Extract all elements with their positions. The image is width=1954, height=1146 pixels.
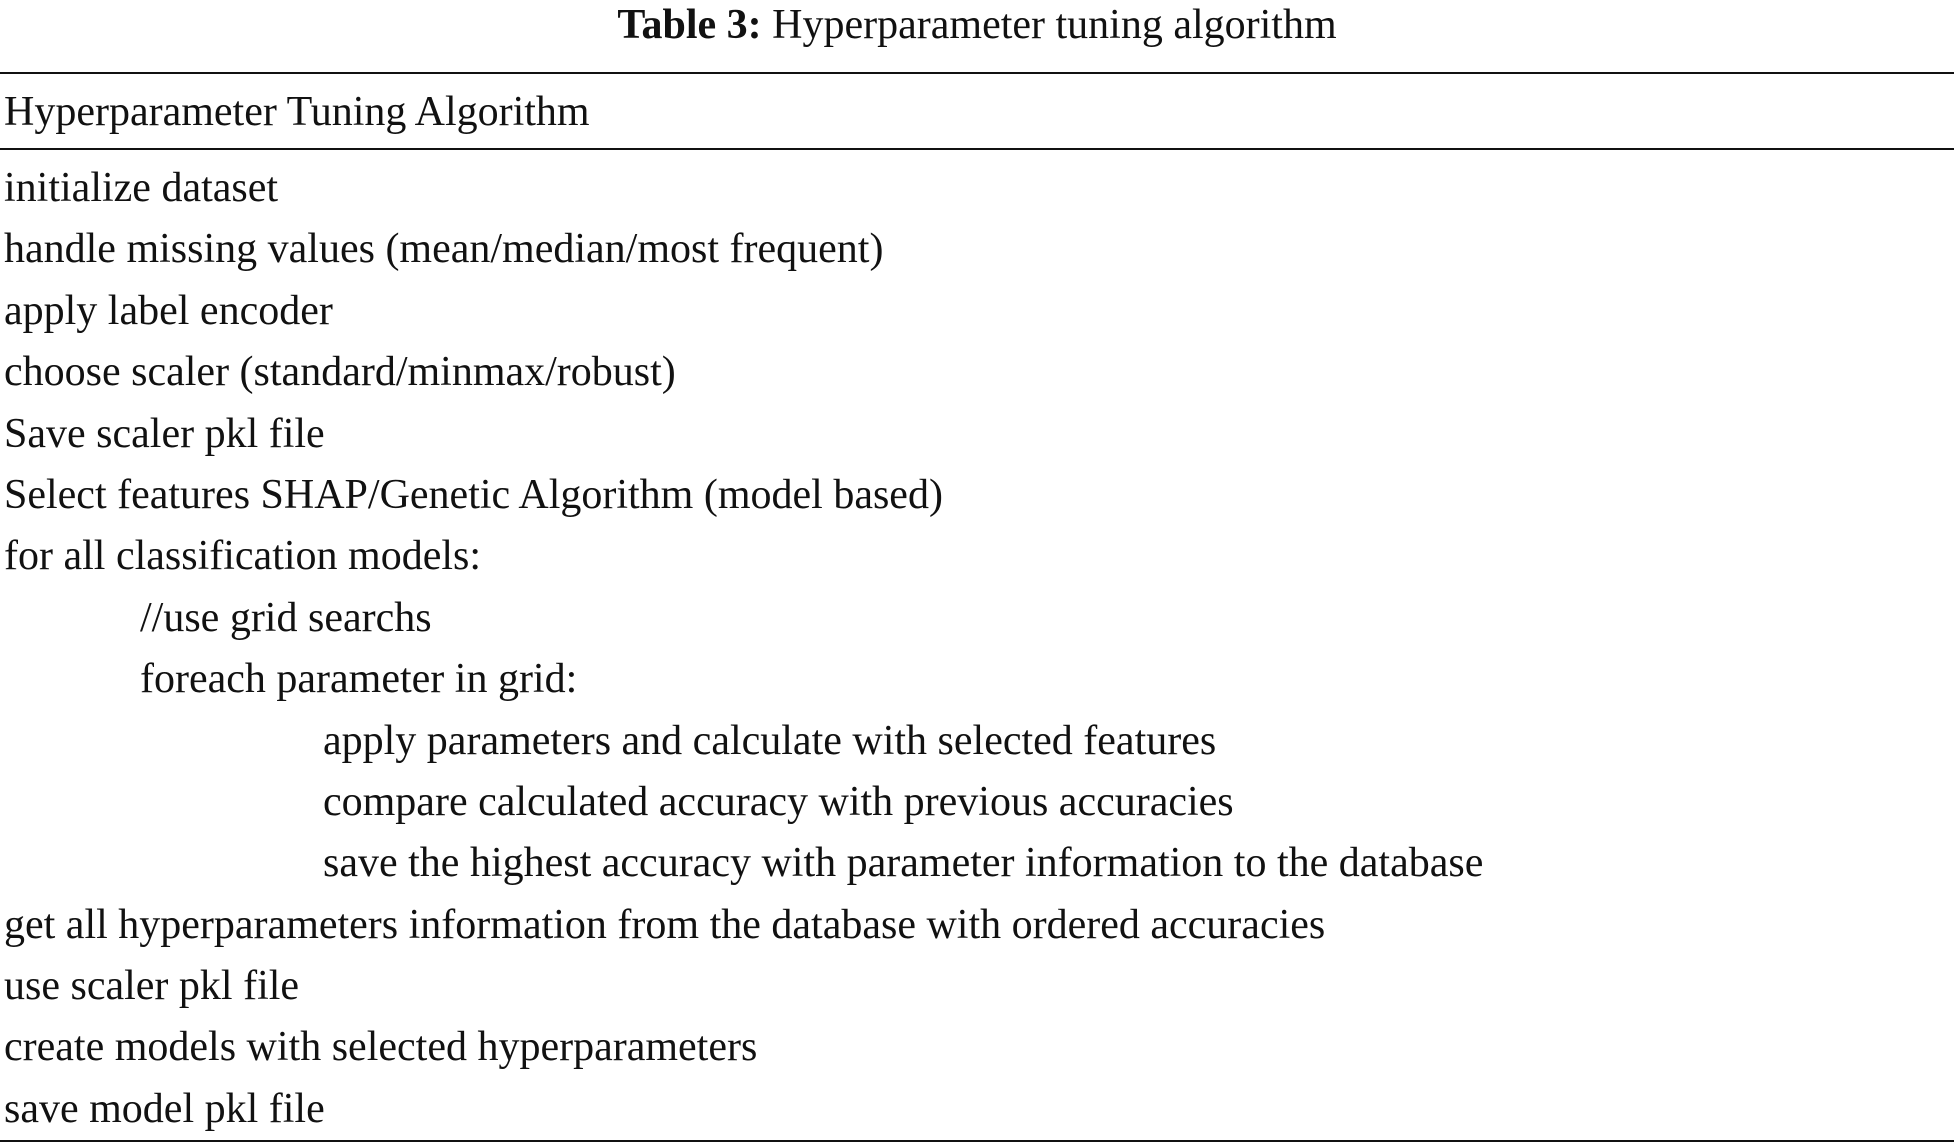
- table-header: Hyperparameter Tuning Algorithm: [4, 89, 590, 135]
- algorithm-line: for all classification models:: [4, 533, 482, 580]
- algorithm-line: get all hyperparameters information from the database with ordered accuracies: [4, 901, 1326, 948]
- algorithm-line: Select features SHAP/Genetic Algorithm (model based): [4, 471, 943, 518]
- algorithm-line: create models with selected hyperparameters: [4, 1024, 758, 1071]
- algorithm-line: foreach parameter in grid:: [140, 656, 578, 703]
- algorithm-line: //use grid searchs: [140, 594, 432, 641]
- algorithm-line: apply parameters and calculate with selected features: [323, 717, 1217, 764]
- table-bottom-rule: [0, 1140, 1954, 1142]
- algorithm-line: save the highest accuracy with parameter information to the database: [323, 840, 1484, 887]
- algorithm-line: handle missing values (mean/median/most frequent): [4, 226, 884, 273]
- algorithm-line: save model pkl file: [4, 1085, 325, 1132]
- table-caption-title: Hyperparameter tuning algorithm: [772, 2, 1337, 48]
- algorithm-lines: [0, 158, 1954, 1140]
- algorithm-line: use scaler pkl file: [4, 963, 300, 1010]
- algorithm-line: initialize dataset: [4, 165, 279, 211]
- table-caption: [0, 0, 1954, 50]
- algorithm-line: choose scaler (standard/minmax/robust): [4, 349, 676, 396]
- table-header-rule: [0, 148, 1954, 150]
- table-caption-label: Table 3:: [617, 2, 762, 48]
- table-top-rule: [0, 72, 1954, 74]
- algorithm-line: apply label encoder: [4, 287, 333, 334]
- algorithm-line: Save scaler pkl file: [4, 410, 325, 457]
- algorithm-line: compare calculated accuracy with previous accuracies: [323, 778, 1234, 825]
